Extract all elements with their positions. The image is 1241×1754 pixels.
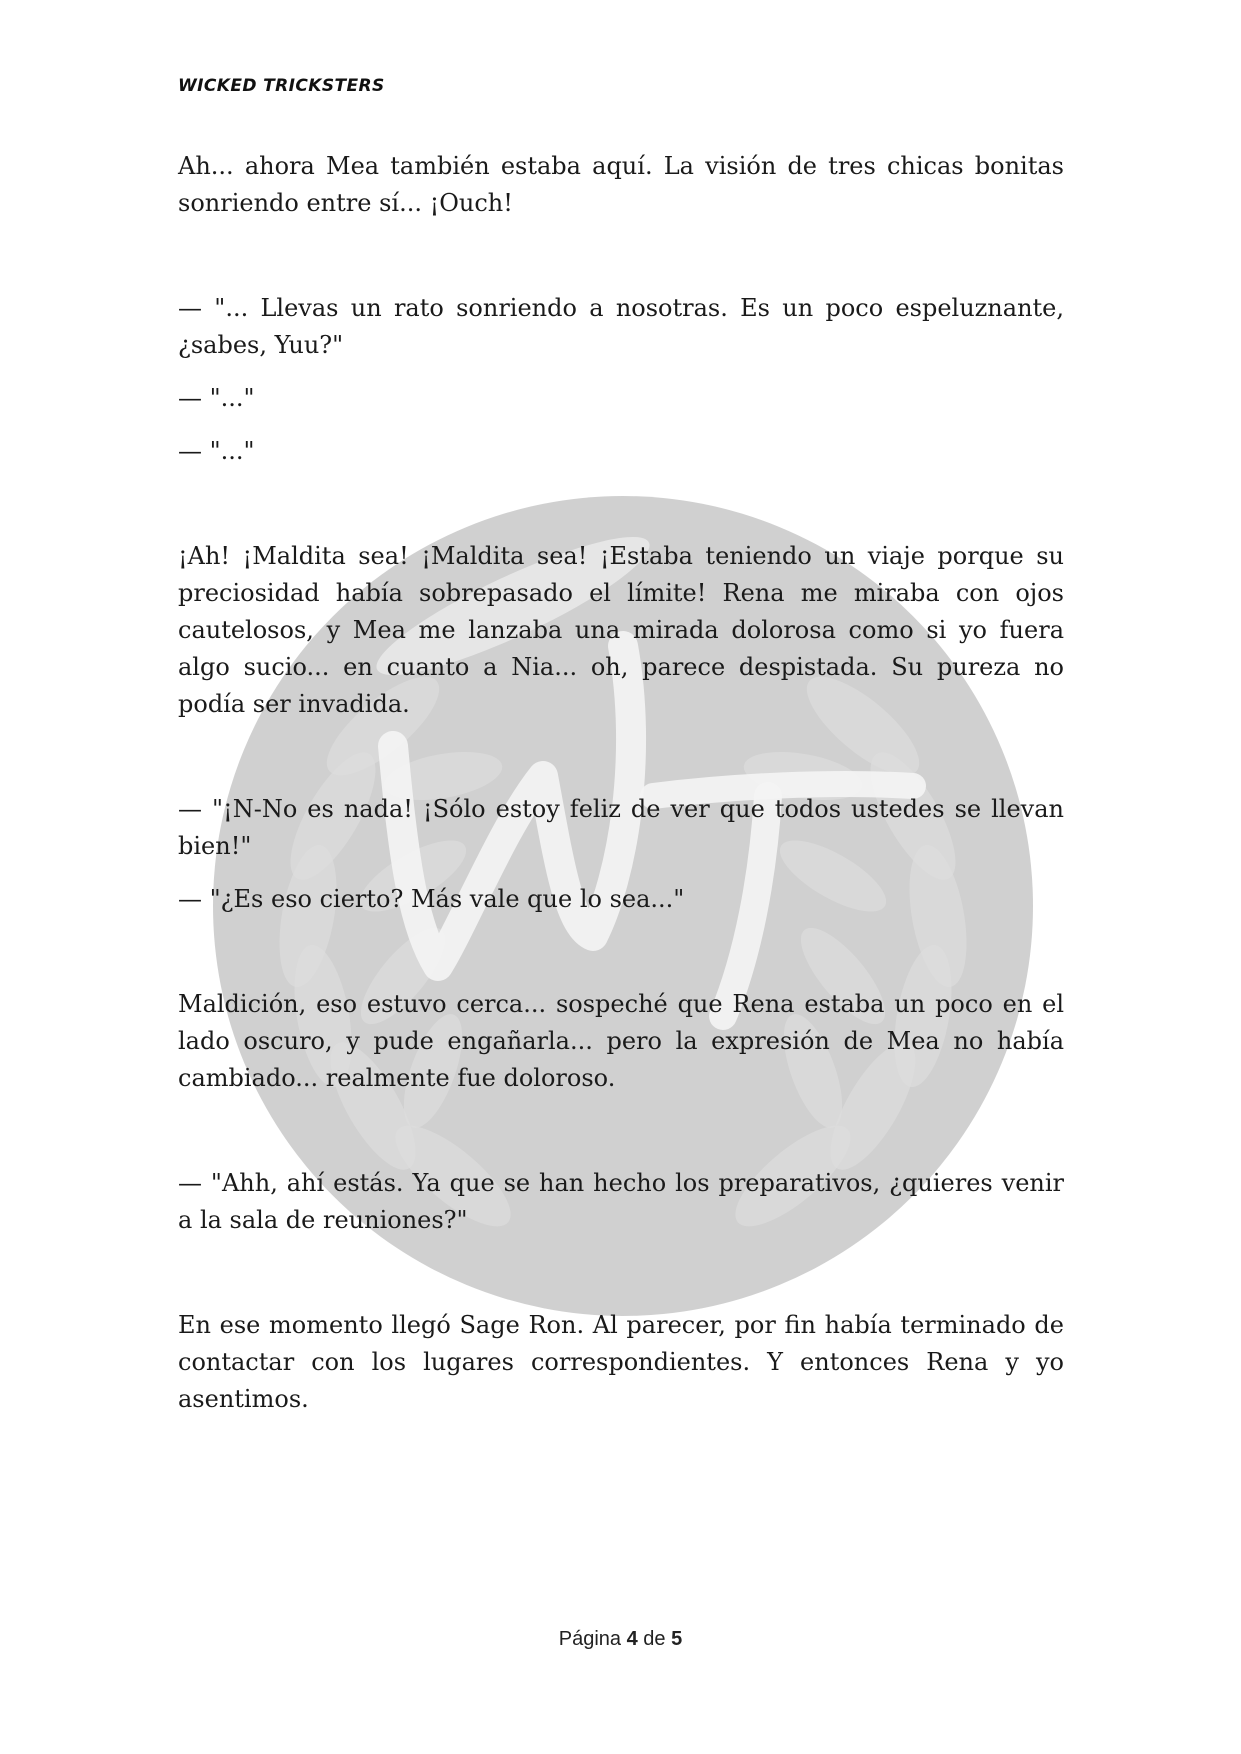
page-label: Página [558, 1628, 622, 1650]
current-page-number: 4 [626, 1628, 638, 1650]
paragraph-1: Ah... ahora Mea también estaba aquí. La visión de tres chicas bonitas sonriendo entre sí... ¡Ouch! [178, 152, 1064, 217]
body-text [178, 148, 1064, 1418]
paragraph-3: — "..." [178, 384, 255, 412]
paragraph-7: — "¿Es eso cierto? Más vale que lo sea..." [178, 885, 685, 913]
paragraph-5: ¡Ah! ¡Maldita sea! ¡Maldita sea! ¡Estaba teniendo un viaje porque su preciosidad había sobrepasado el límite! Rena me miraba con ojos cautelosos, y Mea me lanzaba una mirada dolorosa como si yo fuera algo sucio... en cuanto a Nia... oh, parece despistada. Su pureza no podía ser invadida. [178, 542, 1064, 718]
paragraph-4: — "..." [178, 437, 255, 465]
paragraph-9: — "Ahh, ahí estás. Ya que se han hecho los preparativos, ¿quieres venir a la sala de reuniones?" [178, 1169, 1064, 1234]
paragraph-10: En ese momento llegó Sage Ron. Al parecer, por fin había terminado de contactar con los lugares correspondientes. Y entonces Rena y yo asentimos. [178, 1311, 1064, 1413]
paragraph-2: — "... Llevas un rato sonriendo a nosotras. Es un poco espeluznante, ¿sabes, Yuu?" [178, 294, 1064, 359]
total-pages-number: 5 [671, 1628, 683, 1650]
paragraph-6: — "¡N-No es nada! ¡Sólo estoy feliz de ver que todos ustedes se llevan bien!" [178, 795, 1064, 860]
page-separator: de [643, 1628, 666, 1650]
book-title-header: WICKED TRICKSTERS [178, 76, 385, 96]
page-number-footer [0, 1628, 1241, 1651]
paragraph-8: Maldición, eso estuvo cerca... sospeché que Rena estaba un poco en el lado oscuro, y pude engañarla... pero la expresión de Mea no había cambiado... realmente fue doloroso. [178, 990, 1064, 1092]
